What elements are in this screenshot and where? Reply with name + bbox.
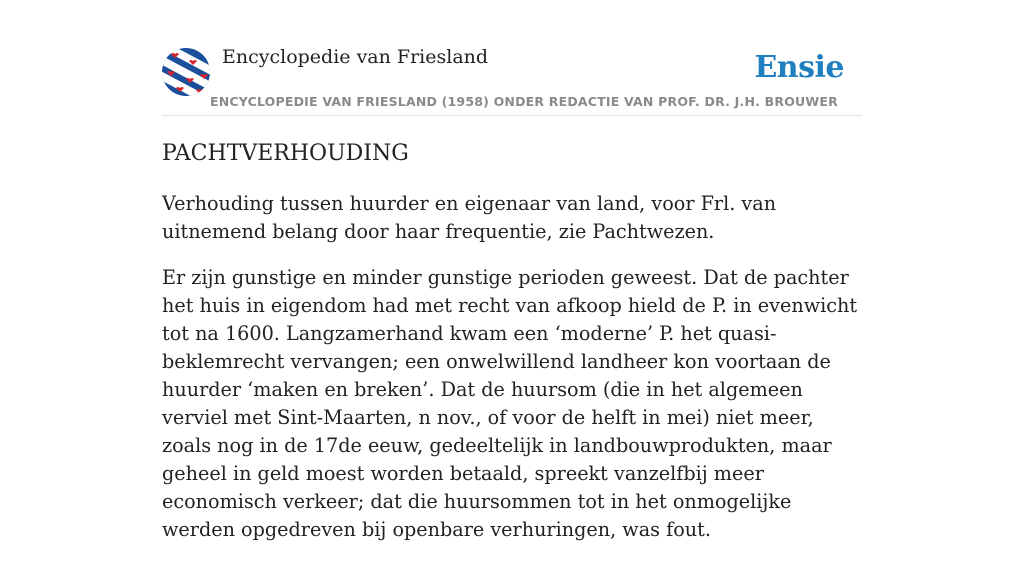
site-name-link[interactable]: Encyclopedie van Friesland: [222, 46, 489, 68]
article-title: PACHTVERHOUDING: [162, 141, 409, 166]
article-paragraph: Verhouding tussen huurder en eigenaar van land, voor Frl. van uitnemend belang door haar frequentie, zie Pachtwezen.: [162, 192, 777, 243]
site-header: [162, 44, 862, 116]
site-subtitle: ENCYCLOPEDIE VAN FRIESLAND (1958) ONDER REDACTIE VAN PROF. DR. J.H. BROUWER: [210, 94, 838, 109]
article-paragraph: Er zijn gunstige en minder gunstige perioden geweest. Dat de pachter het huis in eigendom had met recht van afkoop hield de P. in evenwicht tot na 1600. Langzamerhand kwam een ‘moderne’ P. het quasi-beklemrecht vervangen; een onwelwillend landheer kon voortaan de huurder ‘maken en breken’. Dat de huursom (die in het algemeen verviel met Sint-Maarten, n nov., of voor de helft in mei) niet meer, zoals nog in de 17de eeuw, gedeeltelijk in landbouwprodukten, maar geheel in geld moest worden betaald, spreekt vanzelfbij meer economisch verkeer; dat die huursommen tot in het onmogelijke werden opgedreven bij openbare verhuringen, was fout.: [162, 266, 858, 541]
ensie-logo[interactable]: Ensie: [754, 50, 844, 85]
article: [162, 138, 864, 562]
frisian-flag-icon[interactable]: [162, 48, 210, 96]
